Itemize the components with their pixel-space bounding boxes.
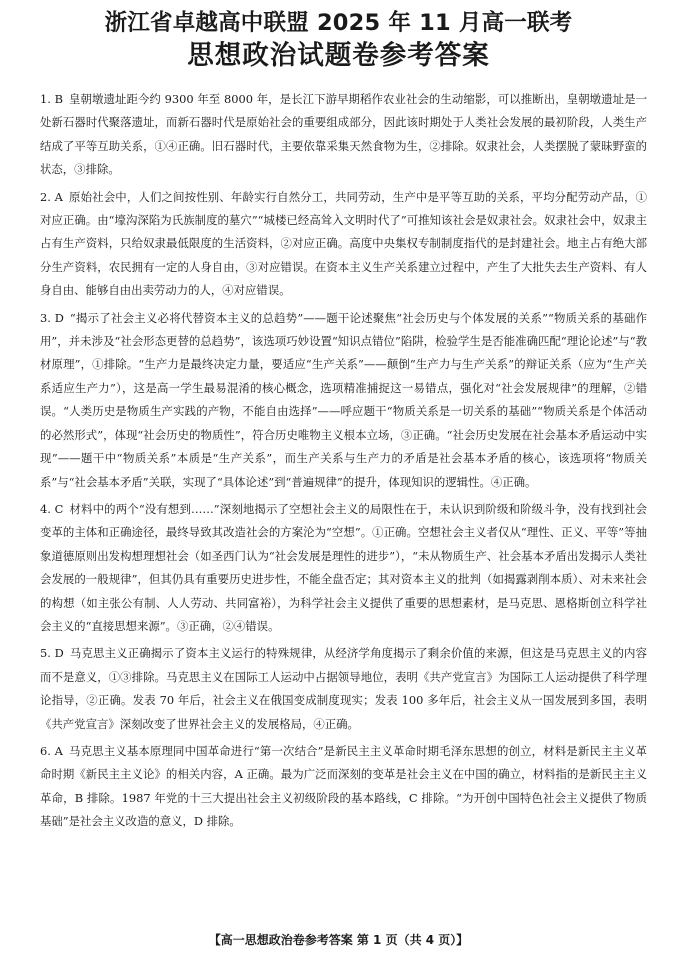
answer-explanation: 马克思主义正确揭示了资本主义运行的特殊规律，从经济学角度揭示了剩余价值的来源，但这是马克思主义的内容而不是意义，①③排除。马克思主义在国际工人运动中占据领导地位，表明《共产党宣言》为国际工人运动提供了科学理论指导，②正确。发表 70 年后，社会主义在俄国变成制度现实；发表 100 多年后，社会主义从一国发展到多国，表明《共产党宣言》深刻改变了世界社会主义的发展格局，④正确。 xyxy=(40,646,647,731)
answer-explanation: “揭示了社会主义必将代替资本主义的总趋势”——题干论述聚焦“社会历史与个体发展的关系”“物质关系的基础作用”，并未涉及“社会形态更替的总趋势”，该选项巧妙设置“知识点错位”陷阱，检验学生是否能准确匹配“理论论述”与“教材原理”，①排除。“生产力是最终决定力量，要适应“生产关系”——颠倒“生产力与生产关系”的辩证关系（应为“生产关系适应生产力”），这是高一学生最易混淆的核心概念，选项精准捕捉这一易错点，强化对“社会发展规律”的理解，②错误。“人类历史是物质生产实践的产物，不能自由选择”——呼应题干“物质关系是一切关系的基础”“物质关系是个体活动的必然形式”，体现“社会历史的物质性”，符合历史唯物主义根本立场，③正确。“社会历史发展在社会基本矛盾运动中实现”——题干中“物质关系”本质是“生产关系”，而生产关系与生产力的矛盾是社会基本矛盾的核心，该选项将“物质关系”与“社会基本矛盾”关联，实现了“具体论述”到“普遍规律”的提升，体现知识的逻辑性。④正确。 xyxy=(40,310,647,489)
answer-number: 2. A xyxy=(40,189,63,204)
answer-key-title: 思想政治试题卷参考答案 xyxy=(187,40,490,71)
answer-explanation: 马克思主义基本原理同中国革命进行“第一次结合”是新民主主义革命时期毛泽东思想的创立，材料是新民主主义革命时期《新民主主义论》的相关内容，A 正确。最为广泛而深刻的变革是社会主义在中国的确立，材料指的是新民主主义革命，B 排除。1987 年党的十三大提出社会主义初级阶段的基本路线，C 排除。“为开创中国特色社会主义提供了物质基础”是社会主义改造的意义，D 排除。 xyxy=(40,743,648,829)
answer-item-4 xyxy=(30,498,647,638)
answer-explanation: 材料中的两个“没有想到……”深刻地揭示了空想社会主义的局限性在于，未认识到阶级和阶级斗争，没有找到社会变革的主体和正确途径，最终导致其改造社会的方案沦为“空想”。①正确。空想社会主义者仅从“理性、正义、平等”等抽象道德原则出发构想理想社会（如圣西门认为“社会发展是理性的进步”），“未从物质生产、社会基本矛盾出发揭示人类社会发展的一般规律”，但其仍具有重要历史进步性，不能全盘否定；其对资本主义的批判（如揭露剥削本质）、对未来社会的构想（如主张公有制、人人劳动、共同富裕），为科学社会主义提供了重要的思想素材，是马克思、恩格斯创立科学社会主义的“直接思想来源”。③正确，②④错误。 xyxy=(40,501,647,633)
answer-number: 6. A xyxy=(40,743,63,758)
page-footer: 【高一思想政治卷参考答案 第 1 页（共 4 页）】 xyxy=(208,933,469,947)
answer-item-6 xyxy=(30,740,647,834)
answer-explanation: 原始社会中，人们之间按性别、年龄实行自然分工，共同劳动，生产中是平等互助的关系，平均分配劳动产品，①对应正确。由“壕沟深陷为氏族制度的墓穴”“城楼已经高耸入文明时代了”可推知该社会是奴隶社会。奴隶社会中，奴隶主占有生产资料，只给奴隶最低限度的生活资料，②对应正确。高度中央集权专制制度指代的是封建社会。地主占有绝大部分生产资料，农民拥有一定的人身自由，③对应错误。在资本主义生产关系建立过程中，产生了大批失去生产资料、有人身自由、能够自由出卖劳动力的人，④对应错误。 xyxy=(40,189,647,298)
answer-explanation: 皇朝墩遗址距今约 9300 年至 8000 年，是长江下游早期稻作农业社会的生动缩影，可以推断出，皇朝墩遗址是一处新石器时代聚落遗址，而新石器时代是原始社会的重要组成部分，因此该时期处于人类社会发展的最初阶段，人类生产结成了平等互助关系，①④正确。旧石器时代，主要依靠采集天然食物为生，②排除。奴隶社会，人类摆脱了蒙昧野蛮的状态，③排除。 xyxy=(40,92,647,177)
answer-number: 1. B xyxy=(40,92,63,106)
answer-item-3 xyxy=(30,307,647,494)
answer-number: 3. D xyxy=(40,310,64,325)
answer-number: 4. C xyxy=(40,501,64,516)
answer-list xyxy=(30,88,647,834)
answer-item-1 xyxy=(30,88,647,182)
answer-item-2 xyxy=(30,186,647,303)
answer-item-5 xyxy=(30,642,647,736)
exam-title: 浙江省卓越高中联盟 2025 年 11 月高一联考 xyxy=(104,10,573,36)
answer-number: 5. D xyxy=(40,646,64,661)
